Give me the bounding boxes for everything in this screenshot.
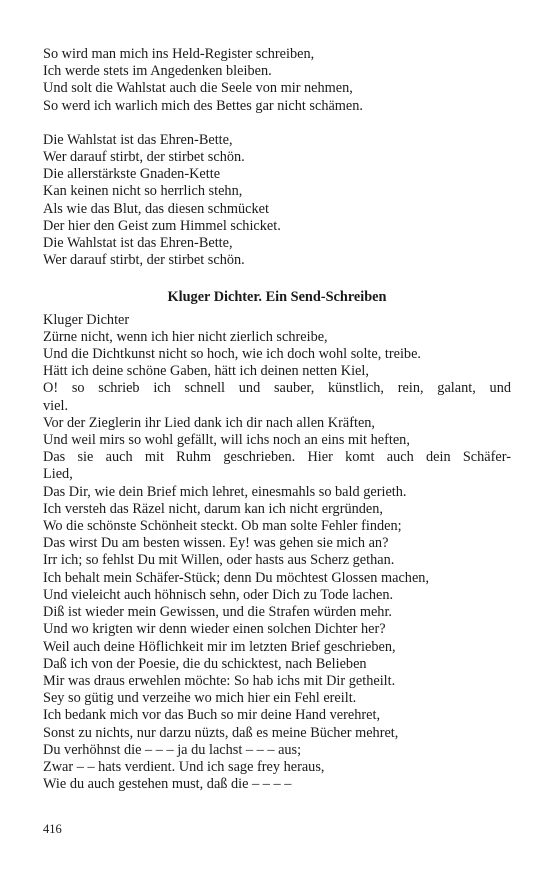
letter-line: Du verhöhnst die – – – ja du lachst – – – aus;: [43, 741, 302, 758]
letter-line: Und vieleicht auch höhnisch sehn, oder Dich zu Tode lachen.: [43, 586, 394, 603]
letter-line: Ich bedank mich vor das Buch so mir deine Hand verehret,: [43, 707, 381, 724]
letter-line: Mir was draus erwehlen möchte: So hab ichs mit Dir getheilt.: [43, 672, 396, 689]
letter-line: Weil auch deine Höflichkeit mir im letzten Brief geschrieben,: [43, 638, 396, 655]
letter-line: Sey so gütig und verzeihe wo mich hier ein Fehl ereilt.: [43, 690, 357, 707]
letter-line: Vor der Zieglerin ihr Lied dank ich dir nach allen Kräften,: [43, 414, 376, 431]
page-content: [43, 46, 511, 793]
letter-line: Das Dir, wie dein Brief mich lehret, einesmahls so bald gerieth.: [43, 483, 407, 500]
letter-line: Diß ist wieder mein Gewissen, und die Strafen würden mehr.: [43, 604, 393, 621]
verse-line: Wer darauf stirbt, der stirbet schön.: [43, 149, 245, 166]
verse-line: Als wie das Blut, das diesen schmücket: [43, 200, 269, 217]
letter-line: Das sie auch mit Ruhm geschrieben. Hier komt auch dein Schäfer-: [43, 449, 511, 466]
letter-line: Und weil mirs so wohl gefällt, will ichs noch an eins mit heften,: [43, 432, 410, 449]
letter-line: Sonst zu nichts, nur darzu nüzts, daß es meine Bücher mehret,: [43, 724, 399, 741]
stanza-1: [43, 46, 511, 115]
letter-line: Und wo krigten wir denn wieder einen solchen Dichter her?: [43, 621, 386, 638]
letter-line: Und die Dichtkunst nicht so hoch, wie ich doch wohl solte, treibe.: [43, 346, 422, 363]
verse-line: Wer darauf stirbt, der stirbet schön.: [43, 252, 245, 269]
letter-line: Zwar – – hats verdient. Und ich sage frey heraus,: [43, 758, 325, 775]
verse-line: Und solt die Wahlstat auch die Seele von mir nehmen,: [43, 80, 353, 97]
letter-line: Ich versteh das Räzel nicht, darum kan ich nicht ergründen,: [43, 500, 383, 517]
letter-line: Hätt ich deine schöne Gaben, hätt ich deinen netten Kiel,: [43, 363, 369, 380]
letter-line: Wo die schönste Schönheit steckt. Ob man solte Fehler finden;: [43, 518, 402, 535]
letter-line: Ich behalt mein Schäfer-Stück; denn Du möchtest Glossen machen,: [43, 569, 430, 586]
verse-line: Die allerstärkste Gnaden-Kette: [43, 166, 221, 183]
verse-line: Der hier den Geist zum Himmel schicket.: [43, 217, 281, 234]
letter-body: [43, 312, 511, 794]
letter-line: Lied,: [43, 466, 73, 483]
section-heading: Kluger Dichter. Ein Send-Schreiben: [167, 289, 387, 306]
verse-line: Die Wahlstat ist das Ehren-Bette,: [43, 131, 233, 148]
verse-line: Ich werde stets im Angedenken bleiben.: [43, 63, 272, 80]
letter-line: Irr ich; so fehlst Du mit Willen, oder hasts aus Scherz gethan.: [43, 552, 395, 569]
verse-line: Kan keinen nicht so herrlich stehn,: [43, 183, 243, 200]
letter-line: O! so schrieb ich schnell und sauber, künstlich, rein, galant, und: [43, 380, 511, 397]
letter-line: Das wirst Du am besten wissen. Ey! was gehen sie mich an?: [43, 535, 389, 552]
verse-line: So wird man mich ins Held-Register schreiben,: [43, 46, 315, 62]
letter-line: viel.: [43, 397, 69, 414]
letter-line: Zürne nicht, wenn ich hier nicht zierlich schreibe,: [43, 328, 328, 345]
verse-line: So werd ich warlich mich des Bettes gar nicht schämen.: [43, 97, 363, 114]
stanza-2: [43, 132, 511, 270]
letter-line: Daß ich von der Poesie, die du schicktest, nach Belieben: [43, 655, 367, 672]
page-number: 416: [43, 822, 62, 836]
letter-line: Wie du auch gestehen must, daß die – – – –: [43, 776, 292, 793]
verse-line: Die Wahlstat ist das Ehren-Bette,: [43, 235, 233, 252]
letter-line: Kluger Dichter: [43, 311, 130, 328]
